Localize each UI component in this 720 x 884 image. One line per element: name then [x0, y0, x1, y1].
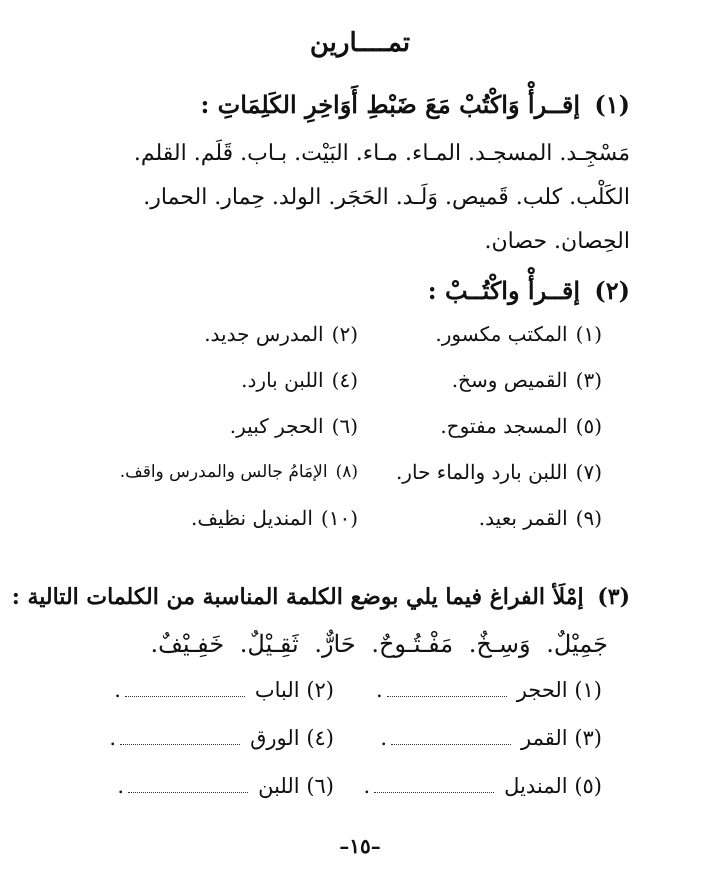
- exercise-3-number: (٣): [597, 584, 630, 610]
- blank-line[interactable]: [391, 730, 511, 745]
- sentence-number: (١): [575, 322, 602, 346]
- sentence-number: (١٠): [320, 506, 358, 530]
- blank-line[interactable]: [128, 778, 248, 793]
- sentence-item: [120, 462, 358, 482]
- fill-blank-item: [117, 774, 334, 798]
- sentence-item: [440, 414, 602, 438]
- fill-number: (٥): [574, 774, 602, 798]
- sentence-text: المكتب مكسور.: [435, 322, 568, 346]
- fill-blank-item: [376, 678, 602, 702]
- period: .: [376, 678, 383, 702]
- fill-blank-item: [109, 726, 334, 750]
- sentence-number: (٧): [575, 460, 602, 484]
- fill-blank-item: [114, 678, 334, 702]
- fill-number: (١): [574, 678, 602, 702]
- sentence-text: اللبن بارد والماء حار.: [395, 460, 568, 484]
- fill-number: (٦): [306, 774, 334, 798]
- sentence-number: (٣): [575, 368, 602, 392]
- sentence-item: [479, 506, 602, 530]
- word-line-2: الكَلْب. كلب. قَميص. وَلَـد. الحَجَر. الولد. حِمار. الحمار.: [143, 185, 630, 210]
- exercise-1-number: (١): [594, 90, 630, 119]
- fill-word: الحجر: [516, 678, 568, 702]
- sentence-item: [241, 368, 358, 392]
- sentence-text: المسجد مفتوح.: [440, 414, 568, 438]
- sentence-number: (٩): [575, 506, 602, 530]
- exercise-1-instruction: إقــرأْ وَاكْتُبْ مَعَ ضَبْطِ أَوَاخِرِ الكَلِمَاتِ :: [200, 90, 581, 119]
- exercise-2-number: (٢): [594, 276, 630, 305]
- period: .: [380, 726, 388, 750]
- sentence-item: [230, 414, 358, 438]
- sentence-number: (٦): [331, 414, 358, 438]
- sentence-text: المنديل نظيف.: [191, 506, 313, 530]
- period: .: [117, 774, 125, 798]
- fill-word: القمر: [521, 726, 568, 750]
- blank-line[interactable]: [125, 682, 245, 697]
- fill-word: الورق: [250, 726, 300, 750]
- fill-number: (٢): [306, 678, 334, 702]
- blank-line[interactable]: [374, 778, 494, 793]
- blank-line[interactable]: [387, 682, 507, 697]
- sentence-item: [204, 322, 358, 346]
- fill-number: (٤): [306, 726, 334, 750]
- word-line-1: مَسْجِـد. المسجـد. المـاء. مـاء. البَيْت. بـاب. قَلَم. القلم.: [133, 141, 630, 166]
- sentence-number: (٢): [331, 322, 358, 346]
- period: .: [109, 726, 117, 750]
- sentence-text: المدرس جديد.: [204, 322, 324, 346]
- sentence-text: اللبن بارد.: [241, 368, 324, 392]
- sentence-item: [396, 460, 602, 484]
- period: .: [363, 774, 371, 798]
- sentence-item: [191, 506, 358, 530]
- sentence-text: الإمَامُ جالس والمدرس واقف.: [119, 462, 328, 482]
- exercise-1-heading: [200, 90, 630, 119]
- exercise-2-instruction: إقــرأْ واكْتُــبْ :: [427, 276, 581, 305]
- sentence-number: (٥): [575, 414, 602, 438]
- sentence-text: القمر بعيد.: [478, 506, 568, 530]
- blank-line[interactable]: [120, 730, 240, 745]
- fill-number: (٣): [574, 726, 602, 750]
- exercise-3-heading: [12, 584, 630, 610]
- word-line-3: الحِصان. حصان.: [484, 229, 630, 254]
- fill-word: اللبن: [258, 774, 300, 798]
- fill-blank-item: [380, 726, 602, 750]
- sentence-item: [435, 322, 602, 346]
- sentence-number: (٨): [335, 462, 358, 482]
- fill-blank-item: [363, 774, 602, 798]
- sentence-text: القميص وسخ.: [451, 368, 568, 392]
- sentence-number: (٤): [331, 368, 358, 392]
- sentence-text: الحجر كبير.: [229, 414, 324, 438]
- sentence-item: [452, 368, 602, 392]
- exercise-3-instruction: إمْلَأ الفراغ فيما يلي بوضع الكلمة المناسبة من الكلمات التالية :: [11, 584, 584, 610]
- period: .: [114, 678, 121, 702]
- exercise-2-heading: [428, 276, 630, 305]
- fill-word: الباب: [254, 678, 300, 702]
- exercise-1-words: [70, 132, 630, 264]
- page-number: –١٥–: [339, 834, 381, 858]
- page-title: تمــــارين: [309, 28, 411, 58]
- word-choices: جَمِيْلٌ. وَسِـخٌ. مَفْـتُـوحٌ. حَارٌّ. ثَقِـيْلٌ. خَفِـيْفٌ.: [150, 630, 608, 658]
- fill-word: المنديل: [504, 774, 568, 798]
